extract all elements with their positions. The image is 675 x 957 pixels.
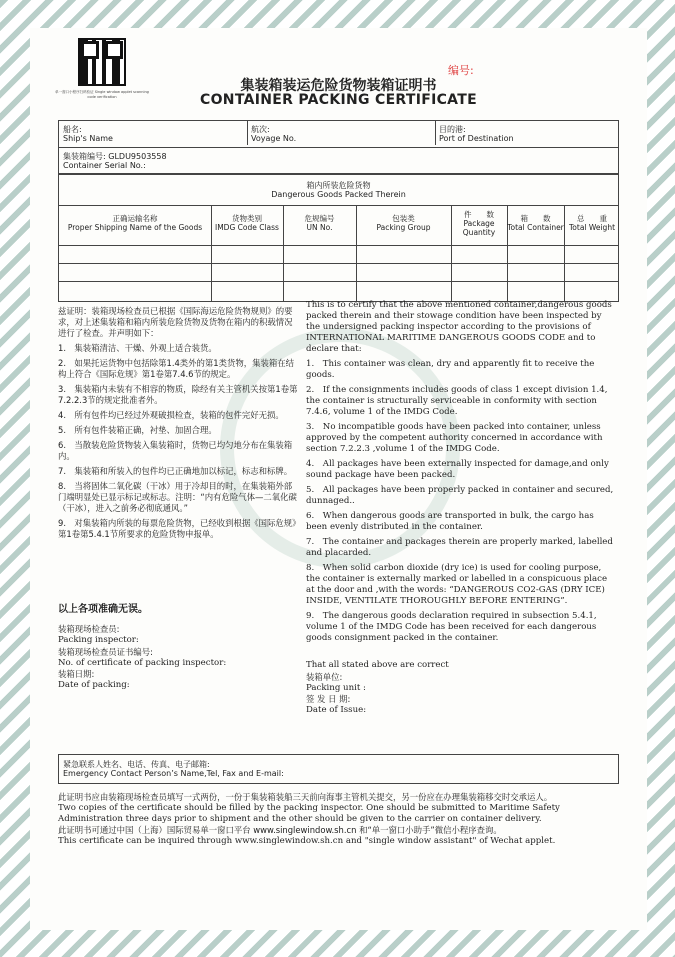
table-caption: 箱内所装危险货物 Dangerous Goods Packed Therein (271, 181, 406, 199)
col-head-shipping-name: 正确运输名称 Proper Shipping Name of the Goods (67, 214, 203, 232)
title-english: CONTAINER PACKING CERTIFICATE (200, 92, 477, 108)
inspector-signature-block: 装箱现场检查员: Packing inspector: 装箱现场检查员证书编号: No. of certificate of packing inspector: 装箱日期: Date of packing: (58, 624, 227, 690)
ship-name-field: 船名: Ship's Name (63, 125, 113, 143)
declaration-english: This is to certify that the above mentioned container,dangerous goods packed therein and their stowage condition have been inspected by the undersigned packing inspector according to the provisions of INTERNATIONAL MARITIME DANGEROUS GOODS CODE and to declare that: 1. This container was clean, dry and apparently fit to receive the goods. 2. If the consignments includes goods of class 1 except division 1.4, the container is structurally serviceable in conformity with section 7.4.6, volume 1 of the IMDG Code. 3. No incompatible goods have been packed into container, unless approved by the competent authority concerned in accordance with section 7.2.2.3 ,volume 1 of the IMDG Code. 4. All packages have been externally inspected for damage,and only sound package have been packed. 5. All packages have been properly packed in container and secured, dunnaged.. 6. When dangerous goods are transported in bulk, the cargo has been evenly distributed in the container. 7. The container and packages therein are properly marked, labelled and placarded. 8. When solid carbon dioxide (dry ice) is used for cooling purpose, the container is externally marked or labelled in a conspicuous place at the door and ,with the words: “DANGEROUS CO2-GAS (DRY ICE) INSIDE, VENTILATE THOROUGHLY BEFORE ENTERING”. 9. The dangerous goods declaration required in subsection 5.4.1, volume 1 of the IMDG Code has been received for each dangerous goods consignment packed in the container. (306, 300, 614, 643)
col-head-un-no: 危规编号 UN No. (304, 214, 335, 232)
confirm-statement: 以上各项准确无误。 (58, 604, 148, 615)
dangerous-goods-table (58, 174, 619, 302)
destination-field: 目的港: Port of Destination (439, 125, 514, 143)
emergency-label-cn: 紧急联系人姓名、电话、传真、电子邮箱: (63, 760, 210, 769)
info-box (58, 120, 619, 174)
container-serial-value: GLDU9503558 (108, 152, 167, 161)
emergency-label-en: Emergency Contact Person’s Name,Tel, Fax and E-mail: (63, 769, 284, 778)
qr-caption: 单一窗口小程序扫码验证 Single window applet scanning code verification (55, 90, 149, 99)
serial-number-label: 编号: (448, 64, 474, 77)
col-head-total-weight: 总 重 Total Weight (568, 214, 616, 232)
declaration-chinese: 兹证明：装箱现场检查员已根据《国际海运危险货物规则》的要求，对上述集装箱和箱内所装危险货物及货物在箱内的积载情况进行了检查。并声明如下： 1. 集装箱清洁、干燥、外观上适合装货。 2. 如果托运货物中包括除第1.4类外的第1类货物，集装箱在结构上符合《国际危规》第1卷第7.4.6节的规定。 3. 集装箱内未装有不相容的物质，除经有关主管机关按第1卷第7.2.2.3节的规定批准者外。 4. 所有包件均已经过外观破损检查，装箱的包件完好无损。 5. 所有包件装箱正确，衬垫、加固合理。 6. 当散装危险货物装入集装箱时，货物已均匀地分布在集装箱内。 7. 集装箱和所装入的包件均已正确地加以标记，标志和标牌。 8. 当将固体二氧化碳（干冰）用于冷却目的时，在集装箱外部门端明显处已显示标记或标志。注明：“内有危险气体—二氧化碳（干冰），进入之前务必彻底通风。” 9. 对集装箱内所装的每票危险货物，已经收到根据《国际危规》第1卷第5.4.1节所要求的危险货物申报单。 (58, 306, 298, 539)
footer-notes: 此证明书应由装箱现场检查员填写一式两份，一份于集装箱装船三天前向海事主管机关提交，另一份应在办理集装箱移交时交承运人。 Two copies of the certificate should be filled by the packing inspector. One should be submitted to Maritime Safety Administration three days prior to shipment and the other should be given to the carrier on container delivery. 此证明书可通过中国（上海）国际贸易单一窗口平台 www.singlewindow.sh.cn 和“单一窗口小助手”微信小程序查询。 This certificate can be inquired through www.singlewindow.sh.cn and "single window assistant" of Wechat applet. (58, 792, 560, 846)
packing-unit-block: That all stated above are correct 装箱单位: Packing unit : 签 发 日 期: Date of Issue: (306, 660, 449, 715)
col-head-total-container: 箱 数 Total Container (507, 214, 564, 232)
col-head-packing-group: 包装类 Packing Group (376, 214, 431, 232)
emergency-contact-box (58, 754, 619, 784)
col-head-imdg-class: 货物类别 IMDG Code Class (215, 214, 279, 232)
table-grid (59, 205, 618, 301)
col-head-package-quantity: 件 数 Package Quantity (462, 209, 496, 237)
certificate-sheet (30, 28, 647, 930)
title-chinese: 集装箱装运危险货物装箱证明书 (240, 78, 437, 94)
voyage-no-field: 航次: Voyage No. (251, 125, 297, 143)
container-serial-field: 集装箱编号: GLDU9503558 Container Serial No.: (63, 152, 167, 170)
